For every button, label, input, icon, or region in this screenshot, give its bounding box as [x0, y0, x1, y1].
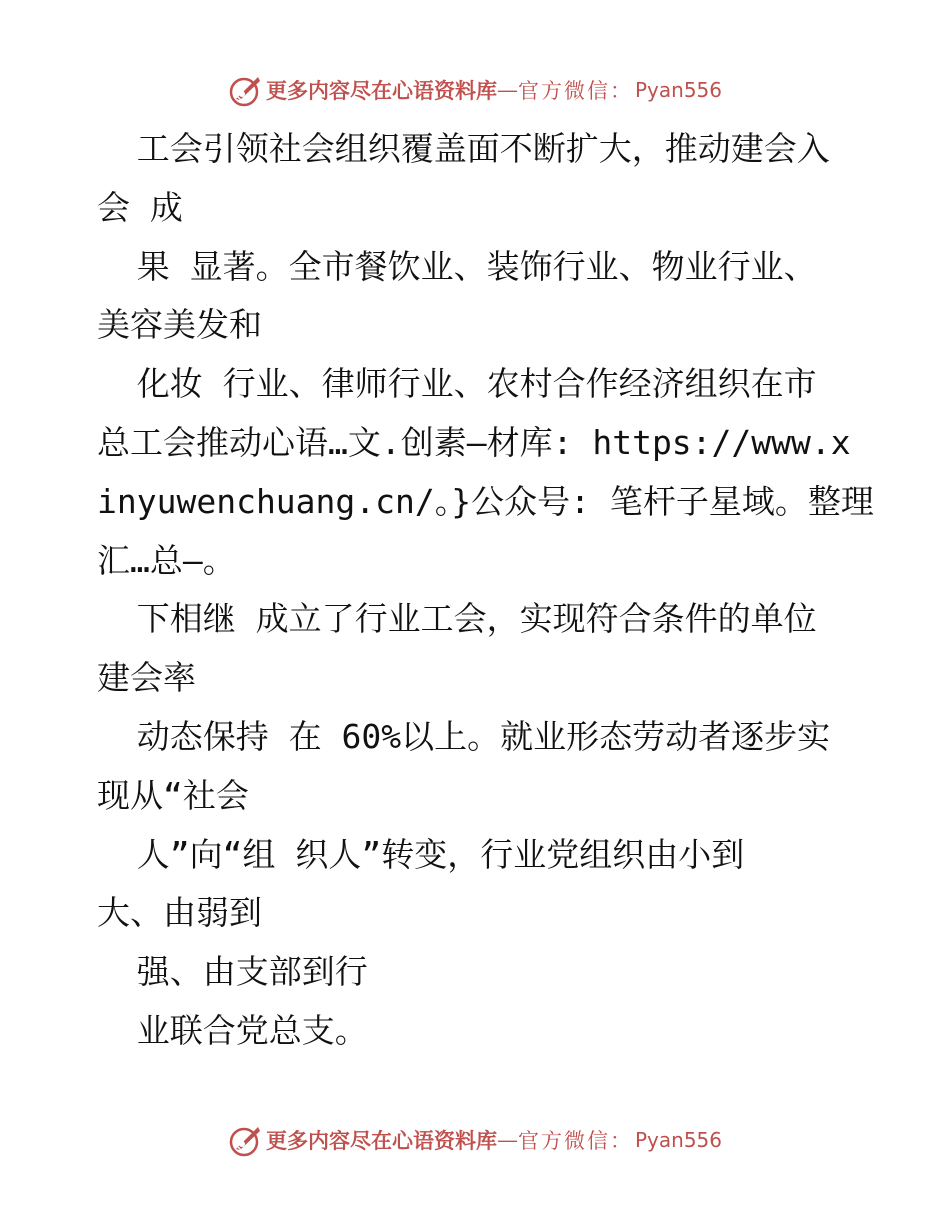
body-line: 业联合党总支。 — [97, 1010, 368, 1050]
body-line: 化妆 行业、律师行业、农村合作经济组织在市 — [97, 364, 817, 404]
body-line: 会 成 — [97, 187, 183, 227]
body-line: inyuwenchuang.cn/。}公众号: 笔杆子星域。整理 — [97, 481, 874, 521]
quill-pen-logo-icon — [228, 1123, 264, 1157]
header-banner — [0, 70, 950, 110]
body-line: 汇…总—。 — [97, 540, 236, 580]
footer-banner-separator: — — [496, 1128, 518, 1152]
body-line: 建会率 — [97, 658, 196, 698]
footer-banner — [0, 1120, 950, 1160]
body-line: 强、由支部到行 — [97, 952, 368, 992]
header-banner-separator: — — [496, 78, 518, 102]
header-wechat-id: Pyan556 — [634, 78, 722, 102]
body-line: 美容美发和 — [97, 305, 262, 345]
body-line: 下相继 成立了行业工会，实现符合条件的单位 — [97, 599, 817, 639]
body-line: 动态保持 在 60%以上。就业形态劳动者逐步实 — [97, 716, 831, 756]
body-line: 总工会推动心语…文.创素—材库: https://www.x — [97, 422, 851, 462]
header-wechat-label: 官方微信： — [517, 79, 633, 103]
body-line: 果 显著。全市餐饮业、装饰行业、物业行业、 — [97, 246, 817, 286]
header-banner-text: 更多内容尽在心语资料库 — [265, 78, 497, 103]
quill-pen-logo-icon — [228, 73, 264, 107]
footer-wechat-id: Pyan556 — [634, 1128, 722, 1152]
footer-banner-text: 更多内容尽在心语资料库 — [265, 1128, 497, 1153]
body-line: 人”向“组 织人”转变，行业党组织由小到 — [97, 834, 745, 874]
document-body — [97, 120, 874, 1061]
body-line: 大、由弱到 — [97, 893, 262, 933]
body-line: 工会引领社会组织覆盖面不断扩大，推动建会入 — [97, 129, 830, 168]
body-line: 现从“社会 — [97, 775, 249, 815]
footer-wechat-label: 官方微信： — [517, 1129, 633, 1153]
